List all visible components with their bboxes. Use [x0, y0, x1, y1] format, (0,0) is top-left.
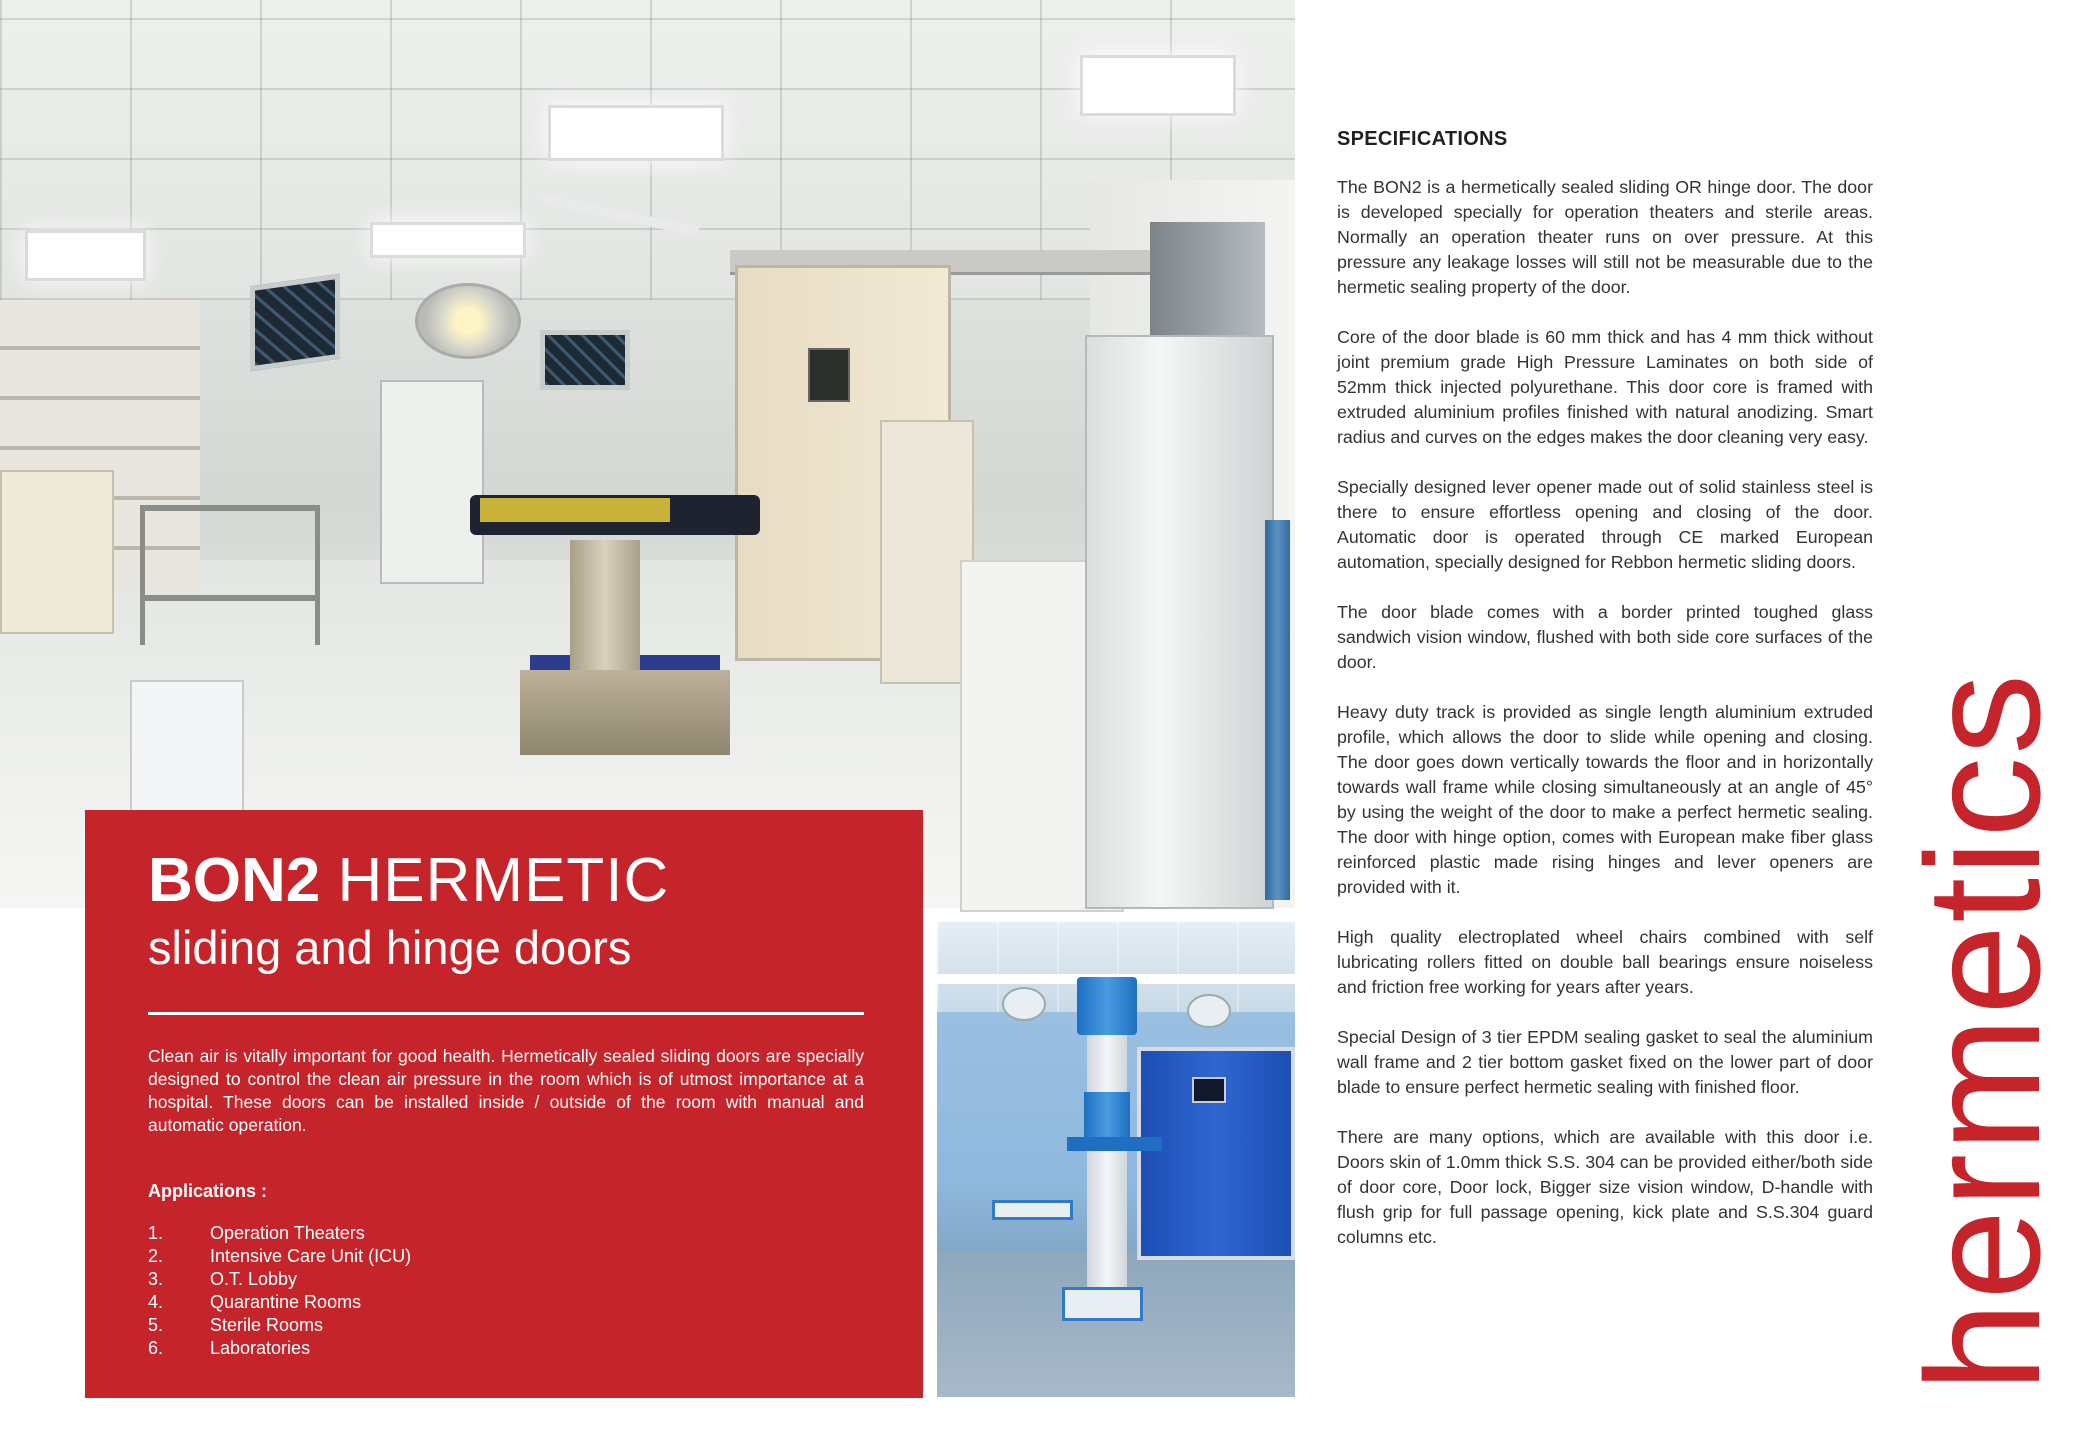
- list-number: 1.: [148, 1223, 164, 1243]
- list-item: [148, 1291, 863, 1314]
- list-item: [148, 1314, 863, 1337]
- spec-paragraph: Specially designed lever opener made out of solid stainless steel is there to ensure effortless opening and closing of the door. Automatic door is operated through CE marked European automation, specially designed for Rebbon hermetic sliding doors.: [1337, 477, 1873, 572]
- list-number: 3.: [148, 1269, 164, 1289]
- product-subtitle: sliding and hinge doors: [148, 921, 632, 974]
- pendant-cap: [1077, 977, 1137, 1035]
- table-foot: [520, 670, 730, 755]
- side-title-vertical: hermetics: [1893, 671, 2074, 1392]
- list-item: [148, 1268, 863, 1291]
- instrument-trolley-shelf: [140, 595, 320, 601]
- spec-paragraph: Special Design of 3 tier EPDM sealing gasket to seal the aluminium wall frame and 2 tier bottom gasket fixed on the lower part of door blade to ensure perfect hermetic sealing with finished floor.: [1337, 1027, 1873, 1097]
- list-item: [148, 1222, 863, 1245]
- ceiling-light-panel: [548, 105, 724, 161]
- instrument-trolley: [140, 505, 320, 511]
- list-number: 6.: [148, 1338, 164, 1358]
- title-divider: [148, 1012, 864, 1015]
- list-label: Intensive Care Unit (ICU): [210, 1246, 412, 1266]
- spec-paragraph: There are many options, which are available with this door i.e. Doors skin of 1.0mm thick S.S. 304 can be provided either/both side of door core, Door lock, Bigger size vision window, D-handle with flush grip for full passage opening, kick plate and S.S.304 guard columns etc.: [1337, 1127, 1873, 1247]
- trolley-leg: [315, 505, 320, 645]
- pendant-head: [1150, 222, 1265, 337]
- specifications-heading: SPECIFICATIONS: [1337, 128, 1508, 150]
- blue-ot-photo: [937, 922, 1295, 1397]
- pendant-shelf: [1067, 1137, 1162, 1151]
- spec-paragraph: High quality electroplated wheel chairs combined with self lubricating rollers fitted on double ball bearings ensure noiseless and friction free working for years after years.: [1337, 927, 1873, 997]
- list-label: Sterile Rooms: [210, 1315, 324, 1335]
- product-title-bold: BON2: [148, 846, 321, 915]
- ceiling-light-panel: [25, 230, 146, 281]
- gas-cylinder: [1265, 520, 1290, 900]
- spec-paragraph: The door blade comes with a border printed toughed glass sandwich vision window, flushed with both side core surfaces of the door.: [1337, 602, 1873, 672]
- intro-paragraph: Clean air is vitally important for good health. Hermetically sealed sliding doors are specially designed to control the clean air pressure in the room which is of utmost importance at a hospital. These doors can be installed inside / outside of the room with manual and automatic operation.: [148, 1046, 864, 1135]
- pendant-pillar: [1085, 335, 1274, 909]
- pendant-tray: [992, 1200, 1073, 1220]
- product-title-light: HERMETIC: [337, 846, 670, 915]
- list-number: 2.: [148, 1246, 164, 1266]
- list-number: 4.: [148, 1292, 164, 1312]
- list-label: Quarantine Rooms: [210, 1292, 362, 1312]
- ceiling-light-panel: [370, 222, 526, 258]
- surgical-lamp: [1002, 987, 1046, 1021]
- list-item: [148, 1245, 863, 1268]
- pendant-collar: [1084, 1092, 1130, 1137]
- monitor-left: [250, 274, 340, 372]
- trolley-leg: [140, 505, 145, 645]
- spec-paragraph: Core of the door blade is 60 mm thick and has 4 mm thick without joint premium grade High Pressure Laminates on both side of 52mm thick injected polyurethane. This door core is framed with extruded aluminium profiles finished with natural anodizing. Smart radius and curves on the edges makes the door cleaning very easy.: [1337, 327, 1873, 447]
- applications-list: [148, 1222, 863, 1360]
- product-intro-panel: [85, 810, 923, 1398]
- spec-paragraph: The BON2 is a hermetically sealed sliding OR hinge door. The door is developed specially for operation theaters and sterile areas. Normally an operation theater runs on over pressure. At this pressure any leakage losses will still not be measurable due to the hermetic sealing property of the door.: [1337, 177, 1873, 297]
- surgical-lamp: [415, 283, 521, 359]
- surgical-lamp: [1187, 994, 1231, 1028]
- vision-window: [1192, 1077, 1226, 1103]
- pendant-tray: [1062, 1287, 1143, 1321]
- ceiling-light-panel: [1080, 55, 1236, 116]
- product-title: [148, 846, 863, 916]
- list-label: Laboratories: [210, 1338, 311, 1358]
- wall-picture: [808, 348, 850, 402]
- list-number: 5.: [148, 1315, 164, 1335]
- table-pad: [480, 498, 670, 522]
- side-cabinet: [0, 470, 114, 634]
- list-label: Operation Theaters: [210, 1223, 365, 1243]
- equipment-stack: [380, 380, 484, 584]
- specifications-section: [1337, 128, 1873, 1275]
- operation-theater-photo: [0, 0, 1295, 908]
- list-label: O.T. Lobby: [210, 1269, 298, 1289]
- spec-paragraph: Heavy duty track is provided as single length aluminium extruded profile, which allows the door to slide while opening and closing. The door goes down vertically towards the floor and in horizontally towards wall frame while closing simultaneously at an angle of 45° by using the weight of the door to make a perfect hermetic sealing. The door with hinge option, comes with European make fiber glass reinforced plastic made rising hinges and lever openers are provided with it.: [1337, 702, 1873, 897]
- table-column: [570, 540, 640, 670]
- monitor-right: [540, 330, 630, 390]
- list-item: [148, 1337, 863, 1360]
- applications-heading: Applications :: [148, 1181, 268, 1201]
